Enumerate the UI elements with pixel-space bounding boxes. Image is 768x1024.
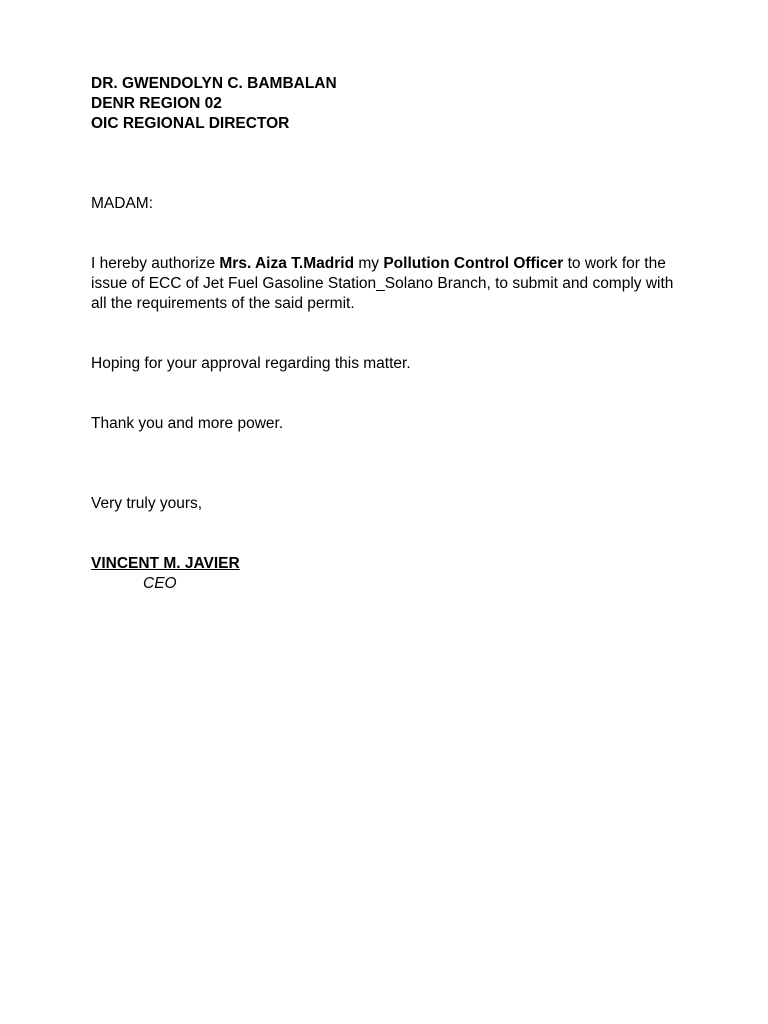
addressee-block	[91, 74, 691, 134]
authorization-paragraph	[91, 254, 691, 314]
letter-body	[91, 74, 691, 594]
thanks-paragraph: Thank you and more power.	[91, 415, 284, 432]
addressee-position: OIC REGIONAL DIRECTOR	[91, 115, 290, 132]
authorization-connector: my	[354, 255, 384, 272]
authorized-role: Pollution Control Officer	[383, 255, 564, 272]
complimentary-closing: Very truly yours,	[91, 495, 203, 512]
addressee-office: DENR REGION 02	[91, 95, 222, 112]
hoping-paragraph: Hoping for your approval regarding this matter.	[91, 355, 411, 372]
authorization-intro: I hereby authorize	[91, 255, 220, 272]
salutation: MADAM:	[91, 195, 153, 212]
signer-name: VINCENT M. JAVIER	[91, 555, 240, 572]
authorized-person: Mrs. Aiza T.Madrid	[219, 255, 355, 272]
authorization-rest: to work for the issue of ECC of Jet Fuel Gasoline Station_Solano Branch, to submit and comply with all the requirements of the said permit.	[91, 255, 674, 312]
addressee-name: DR. GWENDOLYN C. BAMBALAN	[91, 75, 337, 92]
signer-title: CEO	[143, 575, 177, 592]
